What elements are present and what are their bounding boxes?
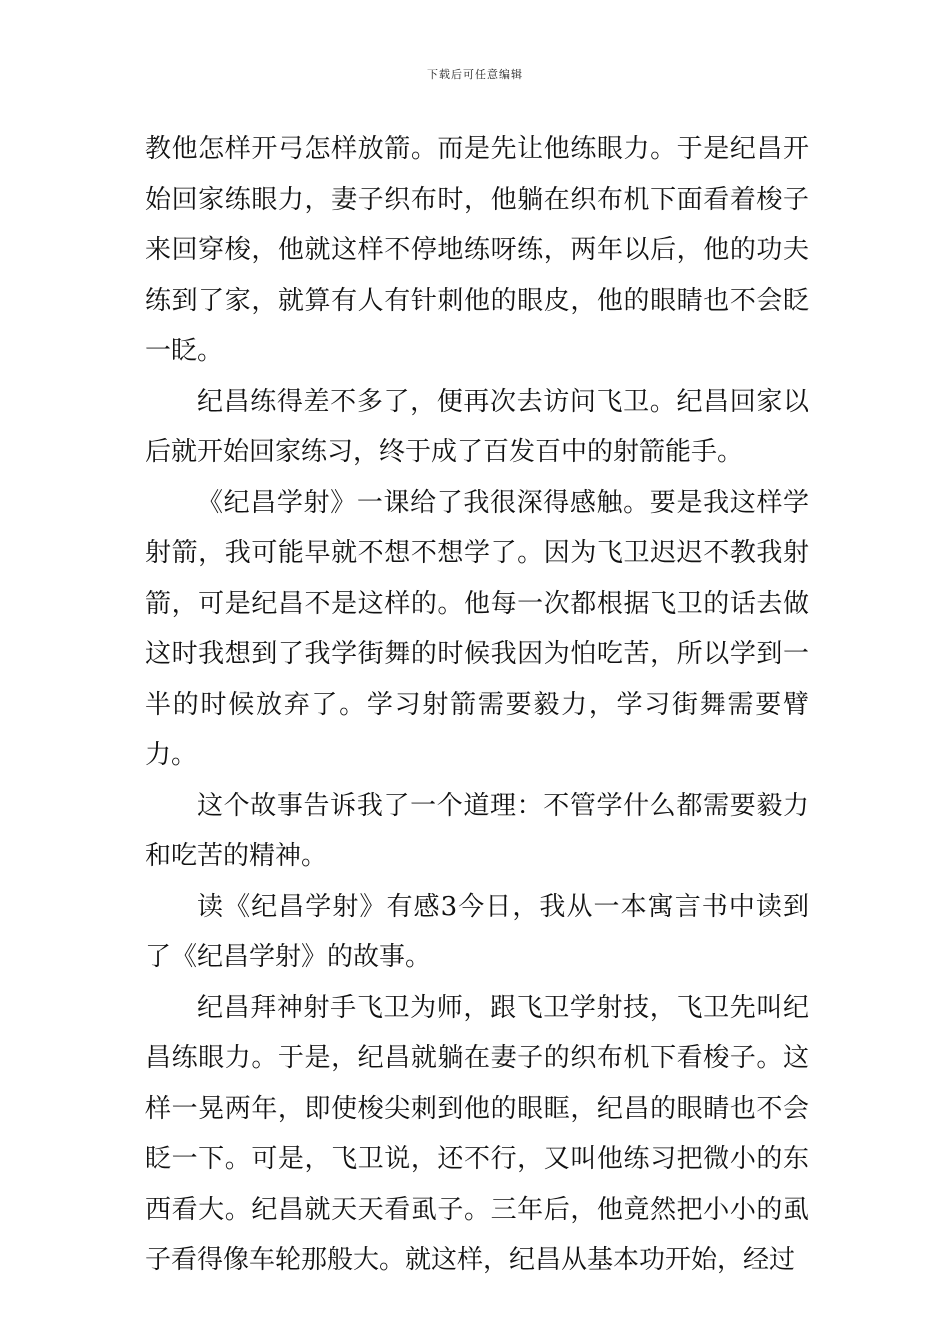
paragraph-1: 教他怎样开弓怎样放箭。而是先让他练眼力。于是纪昌开始回家练眼力，妻子织布时，他躺在织布机下面看着梭子来回穿梭，他就这样不停地练呀练，两年以后，他的功夫练到了家，就算有人有针刺他的眼皮，他的眼睛也不会眨一眨。 [145, 134, 809, 366]
paragraph-6: 纪昌拜神射手飞卫为师，跟飞卫学射技，飞卫先叫纪昌练眼力。于是，纪昌就躺在妻子的织布机下看梭子。这样一晃两年，即使梭尖刺到他的眼眶，纪昌的眼睛也不会眨一下。可是，飞卫说，还不行，又叫他练习把微小的东西看大。纪昌就天天看虱子。三年后，他竟然把小小的虱子看得像车轮那般大。就这样，纪昌从基本功开始，经过 [145, 992, 809, 1275]
paragraph-2: 纪昌练得差不多了，便再次去访问飞卫。纪昌回家以后就开始回家练习，终于成了百发百中的射箭能手。 [145, 386, 809, 467]
page-header: 下载后可任意编辑 [427, 68, 523, 81]
paragraph-3: 《纪昌学射》一课给了我很深得感触。要是我这样学射箭，我可能早就不想不想学了。因为飞卫迟迟不教我射箭，可是纪昌不是这样的。他每一次都根据飞卫的话去做这时我想到了我学街舞的时候我因为怕吃苦，所以学到一半的时候放弃了。学习射箭需要毅力，学习街舞需要臂力。 [145, 487, 809, 770]
document-body [145, 124, 809, 1286]
paragraph-4: 这个故事告诉我了一个道理：不管学什么都需要毅力和吃苦的精神。 [145, 790, 809, 871]
paragraph-5: 读《纪昌学射》有感3今日，我从一本寓言书中读到了《纪昌学射》的故事。 [145, 891, 809, 972]
